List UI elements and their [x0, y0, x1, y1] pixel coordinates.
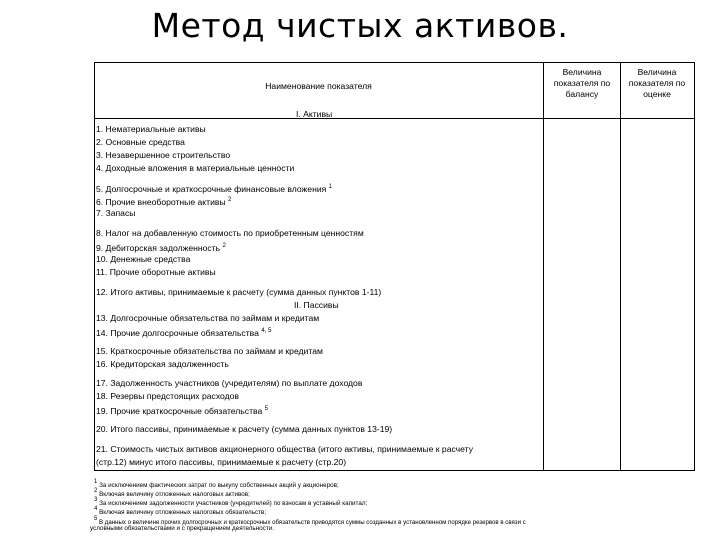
row-label: 17. Задолженность участников (учредителям) по выплате доходов	[96, 378, 363, 388]
row-total-assets	[96, 287, 381, 298]
footnote-number: 4	[94, 506, 98, 512]
row-label: 3. Незавершенное строительство	[96, 150, 231, 160]
row-label: 16. Кредиторская задолженность	[96, 359, 229, 369]
row-long-term-loans	[96, 313, 319, 324]
footnote-text: За исключением фактических затрат по выкупу собственных акций у акционеров;	[99, 482, 339, 489]
row-reserves	[96, 391, 239, 402]
row-label: 18. Резервы предстоящих расходов	[96, 391, 239, 401]
table-column-divider-1	[543, 62, 544, 471]
row-label: 7. Запасы	[96, 208, 136, 218]
row-other-long-term-liabilities	[96, 326, 271, 339]
footnote-number: 2	[94, 488, 98, 494]
table-border-left	[94, 62, 95, 471]
row-other-noncurrent-assets	[96, 195, 231, 208]
footnote-mark: 2	[228, 197, 232, 203]
row-profitable-investments	[96, 163, 294, 174]
footnote-text: Включая величину отложенных налоговых активов;	[99, 491, 250, 498]
row-financial-investments	[96, 182, 332, 195]
row-other-short-term-liabilities	[96, 404, 268, 417]
footnote-text: В данных о величине прочих долгосрочных и краткосрочных обязательств приводятся суммы созданных в установленном порядке резервов в связи с	[99, 519, 526, 526]
row-label: 5. Долгосрочные и краткосрочные финансовые вложения	[96, 184, 327, 194]
row-label: 21. Стоимость чистых активов акционерного общества (итого активы, принимаемые к расчету	[96, 444, 473, 454]
row-label: 2. Основные средства	[96, 137, 185, 147]
row-label: 1. Нематериальные активы	[96, 124, 206, 134]
footnote-number: 5	[94, 516, 98, 522]
footnote-text: За исключением задолженности участников (учредителей) по взносам в уставный капитал;	[99, 500, 368, 507]
row-net-assets	[96, 444, 473, 455]
row-label: 19. Прочие краткосрочные обязательства	[96, 406, 263, 416]
row-net-assets-cont	[96, 457, 346, 468]
row-label: 4. Доходные вложения в материальные ценности	[96, 163, 295, 173]
row-label: 12. Итого активы, принимаемые к расчету (сумма данных пунктов 1-11)	[96, 287, 382, 297]
footnote-number: 1	[94, 479, 98, 485]
header-balance-value: Величина показателя по балансу	[553, 67, 611, 99]
footnote-text: Включая величину отложенных налоговых обязательств;	[99, 509, 267, 516]
table-border-bottom	[94, 470, 694, 471]
row-construction-in-progress	[96, 150, 230, 161]
table-header-divider	[94, 118, 694, 119]
row-total-liabilities	[96, 424, 392, 435]
footnote-text: условными обязательствами и с прекращением деятельности.	[90, 525, 274, 532]
row-label: 15. Краткосрочные обязательства по займам и кредитам	[96, 346, 323, 356]
row-label: 11. Прочие оборотные активы	[96, 267, 216, 277]
footnote-5-cont	[90, 525, 274, 533]
table-border-top	[94, 62, 694, 63]
row-label: 8. Налог на добавленную стоимость по приобретенным ценностям	[96, 228, 364, 238]
row-label: 14. Прочие долгосрочные обязательства	[96, 328, 259, 338]
row-payables	[96, 359, 229, 370]
row-fixed-assets	[96, 137, 185, 148]
row-vat	[96, 228, 364, 239]
row-short-term-loans	[96, 346, 323, 357]
section-assets: I. Активы	[296, 109, 333, 119]
row-other-current-assets	[96, 267, 216, 278]
row-label: 6. Прочие внеоборотные активы	[96, 197, 226, 207]
slide-title: Метод чистых активов.	[151, 6, 569, 45]
row-label: 9. Дебиторская задолженность	[96, 243, 221, 253]
footnote-mark: 4, 5	[261, 328, 272, 334]
section-liabilities: II. Пассивы	[294, 300, 339, 310]
header-estimate-value: Величина показателя по оценке	[628, 67, 686, 99]
table-border-right	[694, 62, 695, 471]
footnote-mark: 2	[222, 243, 226, 249]
row-cash	[96, 254, 190, 265]
row-label: 10. Денежные средства	[96, 254, 191, 264]
row-label: (стр.12) минус итого пассивы, принимаемые к расчету (стр.20)	[96, 457, 347, 467]
row-intangible-assets	[96, 124, 206, 135]
table-column-divider-2	[620, 62, 621, 471]
row-inventories	[96, 208, 135, 219]
row-receivables	[96, 241, 226, 254]
header-indicator-name: Наименование показателя	[265, 81, 372, 91]
row-dividends-payable	[96, 378, 362, 389]
footnote-number: 3	[94, 497, 98, 503]
row-label: 20. Итого пассивы, принимаемые к расчету (сумма данных пунктов 13-19)	[96, 424, 393, 434]
footnote-mark: 5	[264, 406, 268, 412]
footnote-mark: 1	[328, 184, 333, 190]
row-label: 13. Долгосрочные обязательства по займам и кредитам	[96, 313, 320, 323]
